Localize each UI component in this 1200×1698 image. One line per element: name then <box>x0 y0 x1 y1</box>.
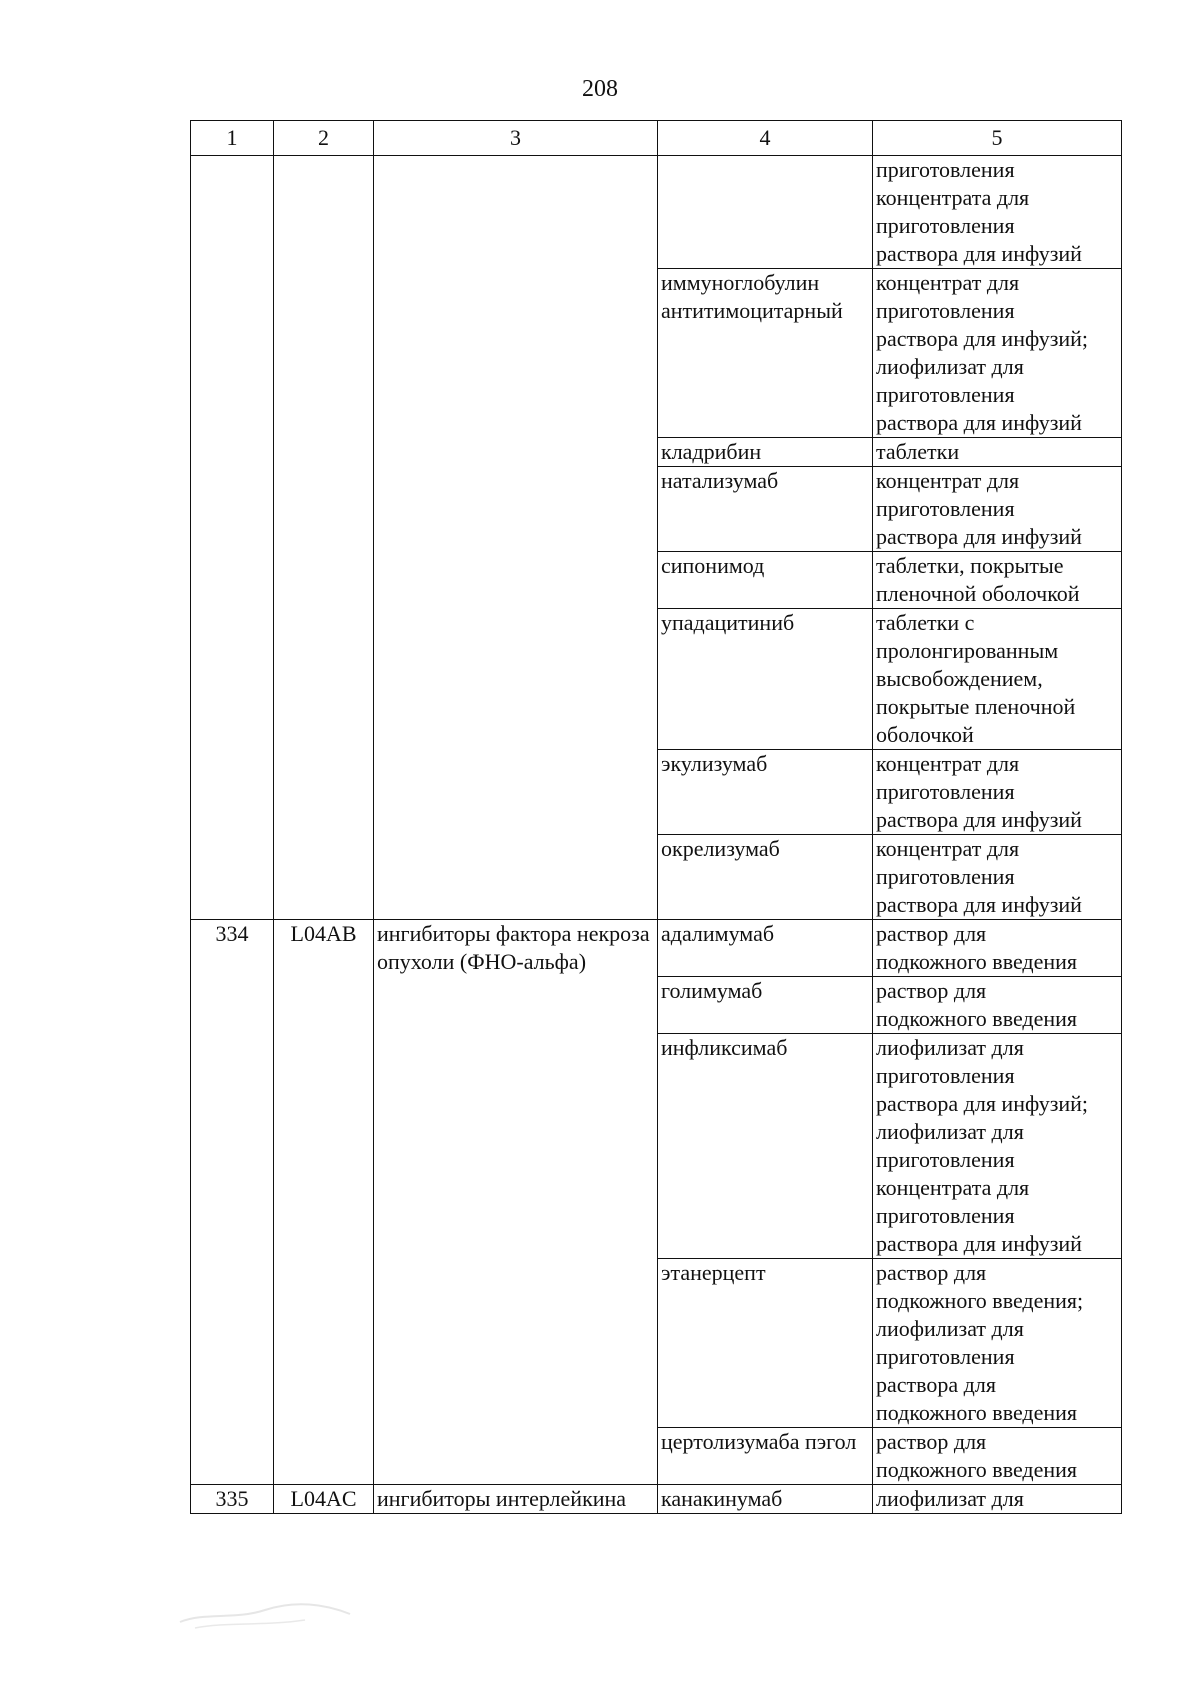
dosage-form-cell: концентрат для приготовления раствора для инфузий <box>873 835 1122 920</box>
table-row <box>191 1485 1122 1514</box>
header-cell: 4 <box>658 121 873 156</box>
drug-name-cell: экулизумаб <box>658 750 873 835</box>
group-name-cell: ингибиторы интерлейкина <box>374 1485 658 1514</box>
drug-name-cell: сипонимод <box>658 552 873 609</box>
scan-smudge <box>175 1592 355 1632</box>
drug-name-cell: упадацитиниб <box>658 609 873 750</box>
dosage-form-cell: лиофилизат для приготовления раствора для инфузий; лиофилизат для приготовления концентрата для приготовления раствора для инфузий <box>873 1034 1122 1259</box>
header-cell: 5 <box>873 121 1122 156</box>
dosage-form-cell: приготовления концентрата для приготовления раствора для инфузий <box>873 156 1122 269</box>
dosage-form-cell: раствор для подкожного введения; лиофилизат для приготовления раствора для подкожного введения <box>873 1259 1122 1428</box>
dosage-form-cell: таблетки, покрытые пленочной оболочкой <box>873 552 1122 609</box>
drug-name-cell: кладрибин <box>658 438 873 467</box>
header-row <box>191 121 1122 156</box>
dosage-form-cell: концентрат для приготовления раствора для инфузий <box>873 467 1122 552</box>
dosage-form-cell: концентрат для приготовления раствора для инфузий; лиофилизат для приготовления раствора для инфузий <box>873 269 1122 438</box>
row-number-cell: 335 <box>191 1485 274 1514</box>
header-cell: 1 <box>191 121 274 156</box>
drug-name-cell: окрелизумаб <box>658 835 873 920</box>
drug-name-cell: голимумаб <box>658 977 873 1034</box>
drug-name-cell: натализумаб <box>658 467 873 552</box>
drug-name-cell: инфликсимаб <box>658 1034 873 1259</box>
table-row <box>191 156 1122 269</box>
atc-code-cell: L04AB <box>274 920 374 1485</box>
medication-table <box>190 120 1122 1514</box>
header-cell: 2 <box>274 121 374 156</box>
dosage-form-cell: концентрат для приготовления раствора для инфузий <box>873 750 1122 835</box>
page-number: 208 <box>582 76 618 102</box>
table-row <box>191 920 1122 977</box>
group-name-cell: ингибиторы фактора некроза опухоли (ФНО-альфа) <box>374 920 658 1485</box>
drug-name-cell: адалимумаб <box>658 920 873 977</box>
drug-name-cell: этанерцепт <box>658 1259 873 1428</box>
atc-code-cell: L04AC <box>274 1485 374 1514</box>
group-name-cell <box>374 156 658 920</box>
dosage-form-cell: раствор для подкожного введения <box>873 1428 1122 1485</box>
row-number-cell <box>191 156 274 920</box>
row-number-cell: 334 <box>191 920 274 1485</box>
drug-name-cell <box>658 156 873 269</box>
drug-name-cell: канакинумаб <box>658 1485 873 1514</box>
dosage-form-cell: таблетки <box>873 438 1122 467</box>
drug-name-cell: цертолизумаба пэгол <box>658 1428 873 1485</box>
dosage-form-cell: лиофилизат для <box>873 1485 1122 1514</box>
dosage-form-cell: раствор для подкожного введения <box>873 920 1122 977</box>
drug-name-cell: иммуноглобулин антитимоцитарный <box>658 269 873 438</box>
header-cell: 3 <box>374 121 658 156</box>
dosage-form-cell: раствор для подкожного введения <box>873 977 1122 1034</box>
atc-code-cell <box>274 156 374 920</box>
dosage-form-cell: таблетки с пролонгированным высвобождением, покрытые пленочной оболочкой <box>873 609 1122 750</box>
